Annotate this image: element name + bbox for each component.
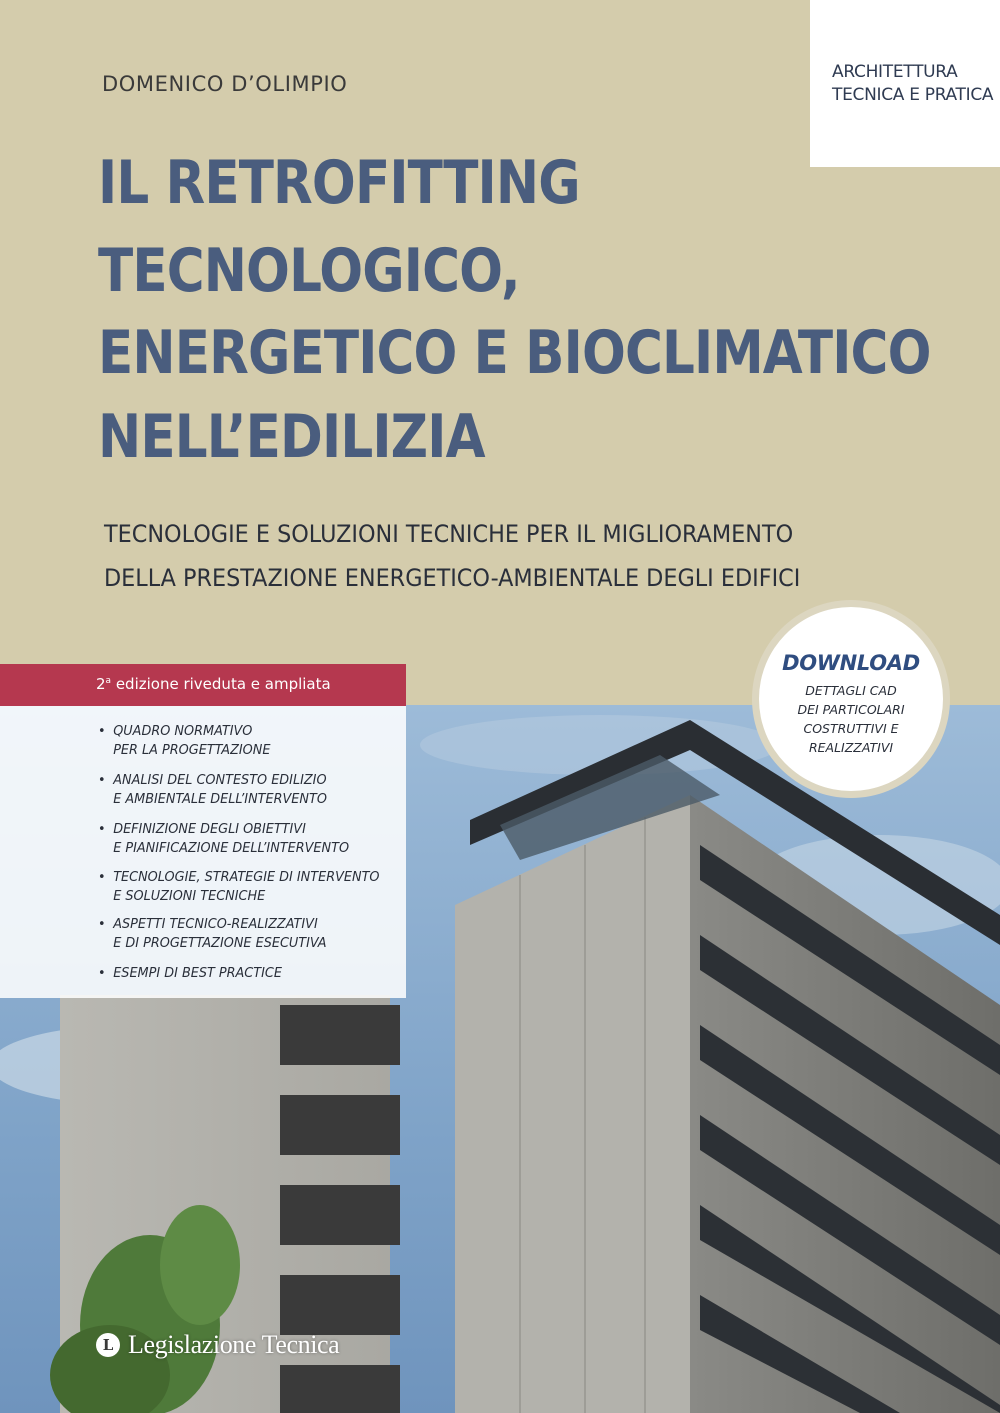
- bullet-item: • DEFINIZIONE DEGLI OBIETTIVI E PIANIFICAZIONE DELL’INTERVENTO: [98, 821, 350, 856]
- download-title: DOWNLOAD: [782, 651, 920, 675]
- download-badge: [759, 607, 943, 791]
- download-line: DEI PARTICOLARI: [797, 702, 905, 717]
- edition-label: 2$^a$ edizione riveduta e ampliata: [96, 675, 331, 693]
- title-line-2: TECNOLOGICO,: [98, 236, 520, 306]
- download-line: DETTAGLI CAD: [805, 683, 897, 698]
- subtitle-line-2: DELLA PRESTAZIONE ENERGETICO-AMBIENTALE DEGLI EDIFICI: [104, 564, 801, 592]
- publisher-logo-icon: L: [96, 1333, 120, 1357]
- publisher: [96, 1330, 339, 1360]
- title-line-1: IL RETROFITTING: [98, 148, 580, 218]
- author-name: DOMENICO D’OLIMPIO: [102, 72, 348, 96]
- download-line: REALIZZATIVI: [808, 740, 894, 755]
- edition-bar: [0, 664, 406, 706]
- series-line-1: ARCHITETTURA: [832, 62, 958, 82]
- subtitle-line-1: TECNOLOGIE E SOLUZIONI TECNICHE PER IL MIGLIORAMENTO: [104, 520, 794, 548]
- bullet-item: • ASPETTI TECNICO-REALIZZATIVI E DI PROGETTAZIONE ESECUTIVA: [98, 916, 327, 951]
- bullet-item: • ESEMPI DI BEST PRACTICE: [98, 965, 282, 981]
- download-line: COSTRUTTIVI E: [803, 721, 899, 736]
- bullet-item: • QUADRO NORMATIVO PER LA PROGETTAZIONE: [98, 723, 271, 758]
- title-line-4: NELL’EDILIZIA: [98, 402, 485, 472]
- bullet-item: • TECNOLOGIE, STRATEGIE DI INTERVENTO E SOLUZIONI TECNICHE: [98, 869, 380, 904]
- bullet-item: • ANALISI DEL CONTESTO EDILIZIO E AMBIENTALE DELL’INTERVENTO: [98, 772, 327, 807]
- series-box: [810, 0, 1000, 167]
- series-line-2: TECNICA E PRATICA: [832, 85, 994, 105]
- publisher-name: Legislazione Tecnica: [128, 1330, 340, 1359]
- title-line-3: ENERGETICO E BIOCLIMATICO: [98, 318, 931, 388]
